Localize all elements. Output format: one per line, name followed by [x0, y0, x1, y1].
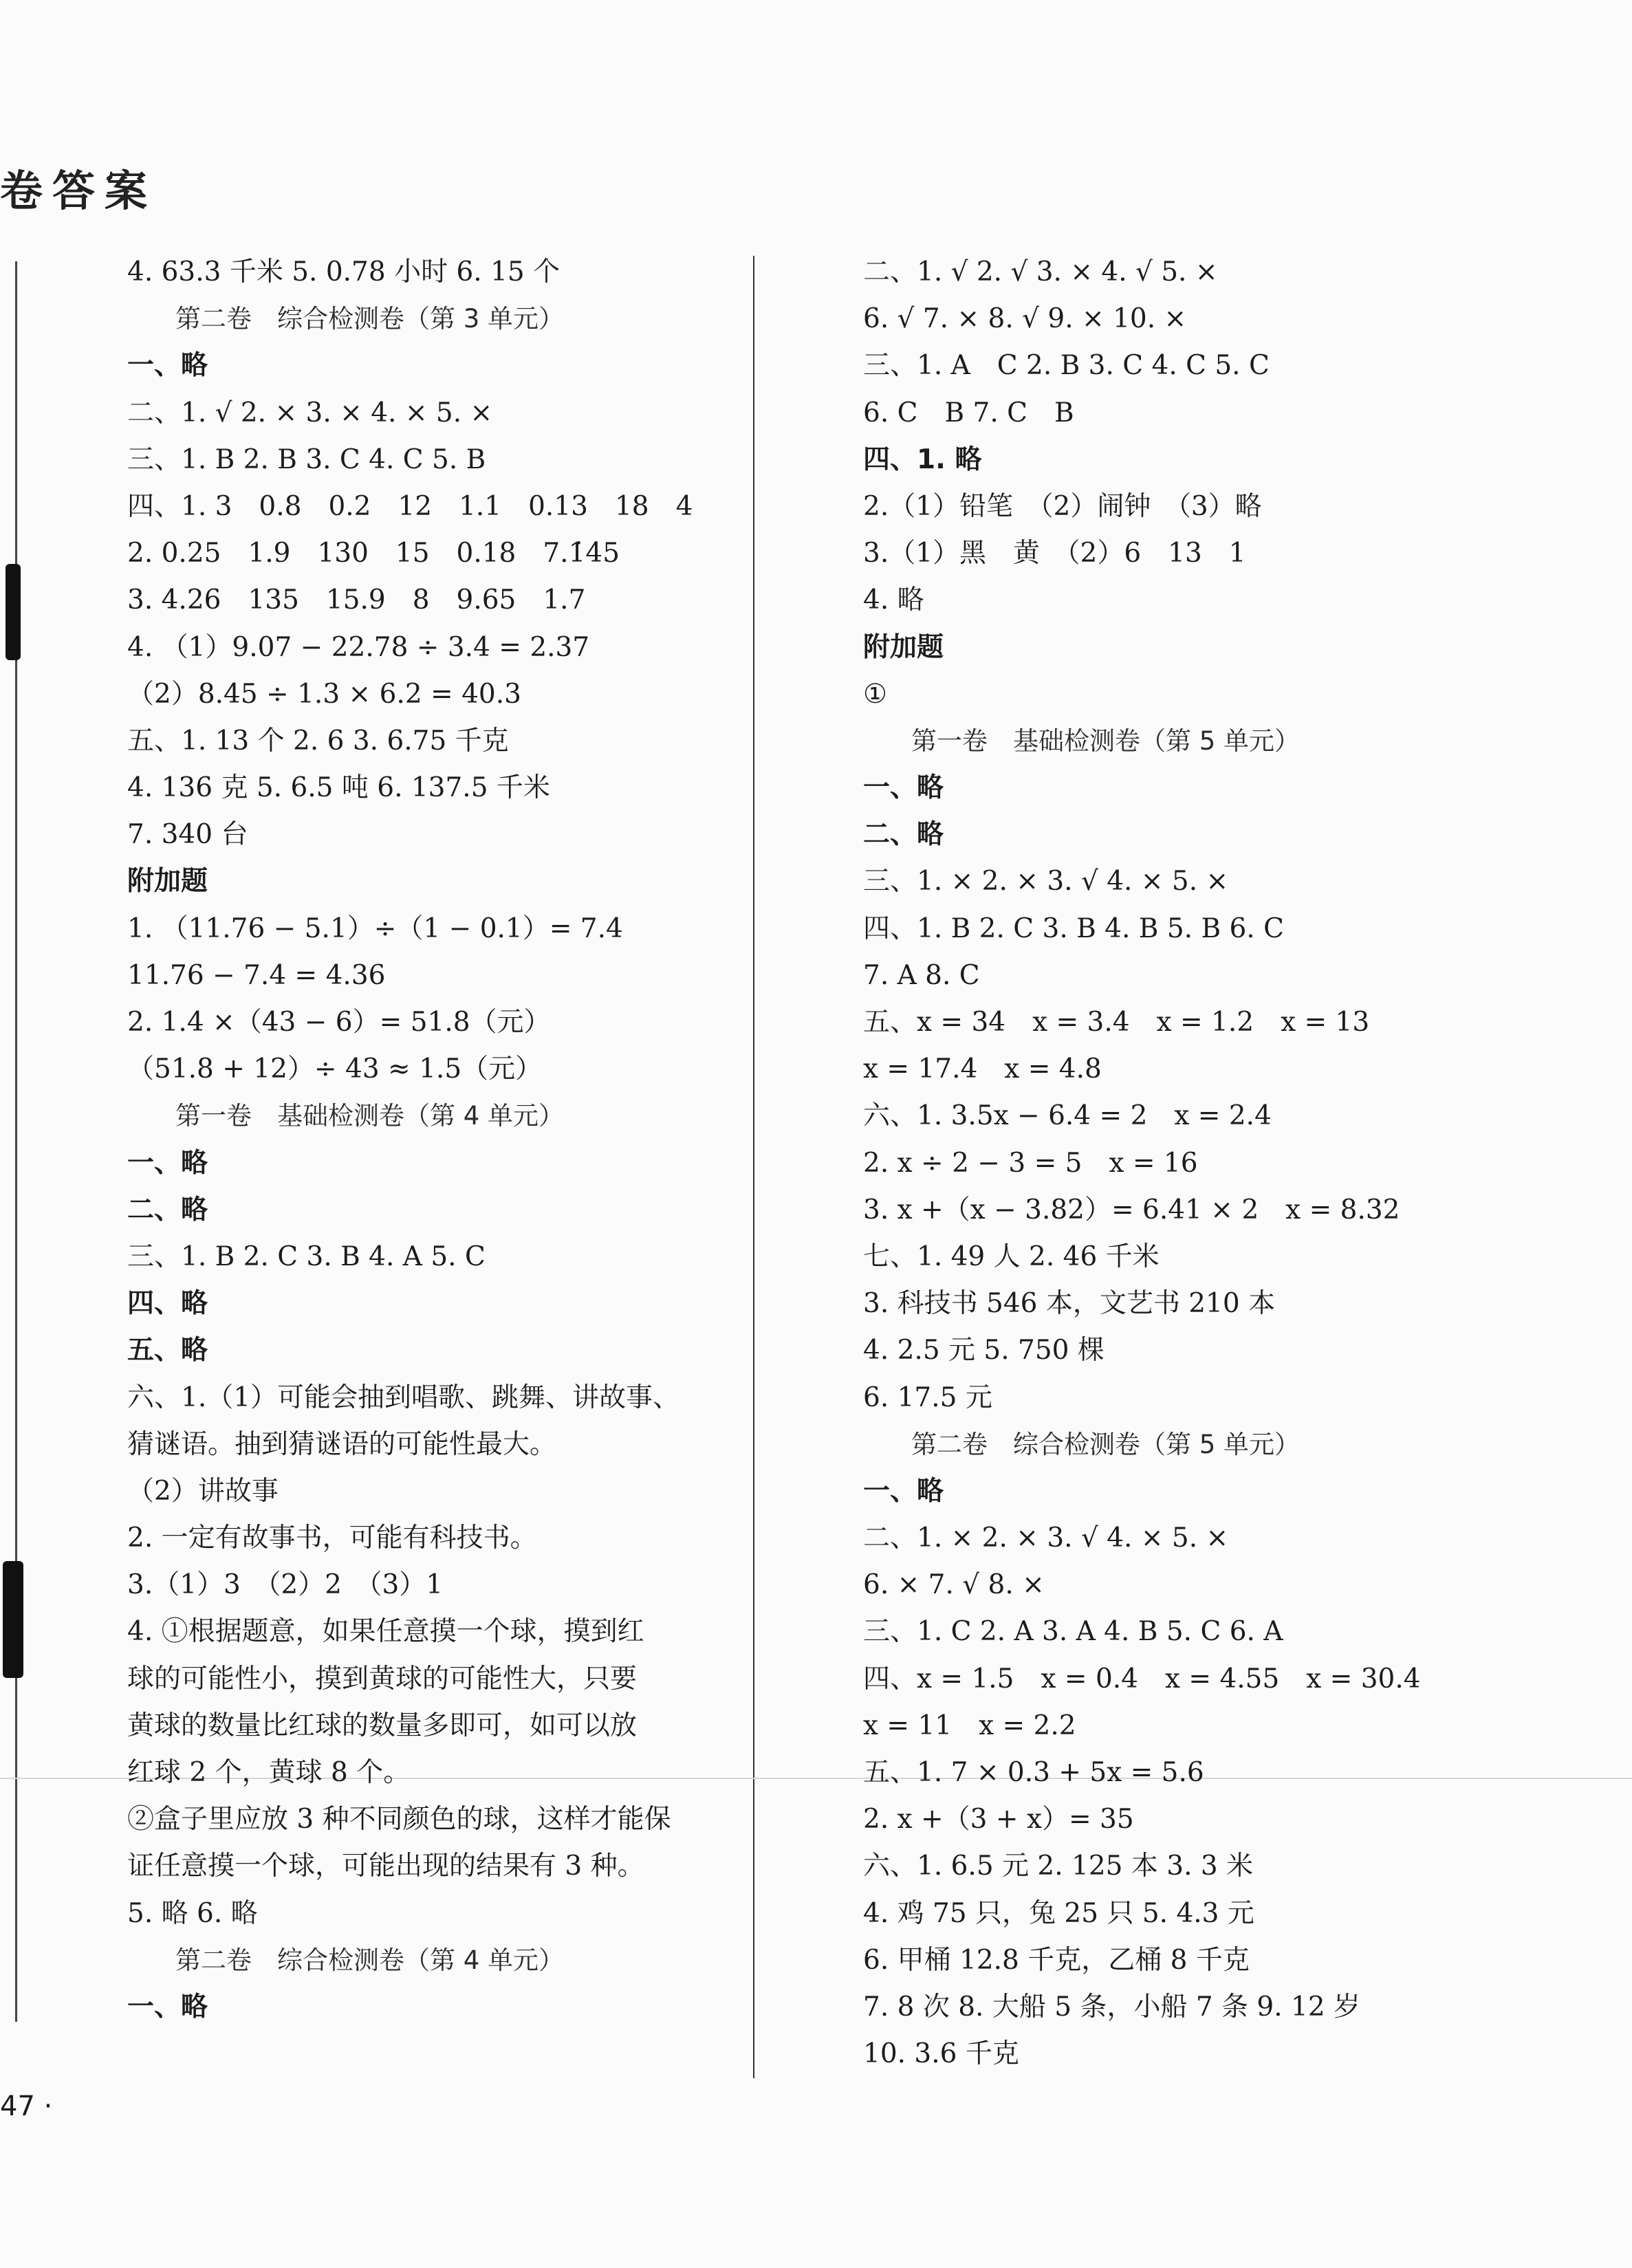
- answer-line: 2. x ÷ 2 − 3 = 5 x = 16: [863, 1147, 1198, 1179]
- answer-line: 7. 8 次 8. 大船 5 条，小船 7 条 9. 12 岁: [863, 1991, 1361, 2022]
- answer-line: 6. 甲桶 12.8 千克，乙桶 8 千克: [863, 1944, 1250, 1976]
- answer-line: 黄球的数量比红球的数量多即可，如可以放: [127, 1710, 638, 1741]
- answer-line: 红球 2 个，黄球 8 个。: [127, 1757, 411, 1788]
- answer-line: 4. 2.5 元 5. 750 棵: [863, 1335, 1105, 1366]
- answer-line: （51.8 + 12）÷ 43 ≈ 1.5（元）: [127, 1054, 543, 1085]
- answer-line: 4. 略: [863, 585, 924, 616]
- answer-line: （2）8.45 ÷ 1.3 × 6.2 = 40.3: [127, 678, 521, 710]
- page-header-title: 卷答案: [0, 166, 157, 216]
- scan-smudge: [3, 1561, 23, 1678]
- answer-line: 3.（1）黑 黄 （2）6 13 1: [863, 538, 1246, 569]
- answer-line: 10. 3.6 千克: [863, 2038, 1019, 2070]
- answer-line: 球的可能性小，摸到黄球的可能性大，只要: [127, 1663, 638, 1694]
- answer-line: x = 17.4 x = 4.8: [863, 1054, 1102, 1085]
- answer-line: 四、略: [127, 1288, 208, 1320]
- answer-line: 6. C B 7. C B: [863, 397, 1074, 428]
- answer-line: 2. 0.25 1.9 130 15 0.18 7.1̇4̇5: [127, 538, 620, 569]
- answer-line: 六、1.（1）可能会抽到唱歌、跳舞、讲故事、: [127, 1382, 680, 1413]
- answer-line: 二、1. × 2. × 3. √ 4. × 5. ×: [863, 1523, 1229, 1554]
- answer-line: 七、1. 49 人 2. 46 千米: [863, 1241, 1160, 1272]
- answer-line: ②盒子里应放 3 种不同颜色的球，这样才能保: [127, 1804, 671, 1835]
- answer-line: 一、略: [863, 772, 944, 804]
- section-heading: 第二卷 综合检测卷（第 4 单元）: [175, 1945, 565, 1975]
- answer-line: 6. √ 7. × 8. √ 9. × 10. ×: [863, 303, 1187, 335]
- answer-line: 一、略: [127, 1991, 208, 2022]
- answer-line: 四、1. 略: [863, 444, 982, 475]
- section-heading: 第二卷 综合检测卷（第 5 单元）: [911, 1429, 1301, 1459]
- answer-line: 3. 4.26 135 15.9 8 9.65 1.7: [127, 585, 586, 616]
- answer-line: 2.（1）铅笔 （2）闹钟 （3）略: [863, 490, 1262, 522]
- answer-line: 4. （1）9.07 − 22.78 ÷ 3.4 = 2.37: [127, 631, 590, 663]
- answer-line: 六、1. 3.5x − 6.4 = 2 x = 2.4: [863, 1100, 1272, 1132]
- answer-line: 3. 科技书 546 本，文艺书 210 本: [863, 1288, 1276, 1320]
- answer-line: 6. 17.5 元: [863, 1382, 992, 1413]
- answer-line: 五、x = 34 x = 3.4 x = 1.2 x = 13: [863, 1007, 1370, 1038]
- answer-line: 二、略: [127, 1194, 208, 1225]
- answer-line: 一、略: [127, 1147, 208, 1179]
- answer-line: 5. 略 6. 略: [127, 1897, 258, 1929]
- right-answer-column: [863, 249, 1482, 2078]
- answer-line: 附加题: [127, 866, 208, 897]
- answer-line: 六、1. 6.5 元 2. 125 本 3. 3 米: [863, 1851, 1254, 1882]
- column-divider: [753, 256, 754, 2078]
- section-heading: 第一卷 基础检测卷（第 5 单元）: [911, 726, 1301, 756]
- left-answer-column: [127, 249, 732, 2031]
- answer-line: 五、略: [127, 1335, 208, 1366]
- answer-line: 11.76 − 7.4 = 4.36: [127, 959, 386, 991]
- answer-line: 4. 鸡 75 只，兔 25 只 5. 4.3 元: [863, 1897, 1254, 1929]
- answer-line: 猜谜语。抽到猜谜语的可能性最大。: [127, 1428, 557, 1460]
- answer-line: 附加题: [863, 631, 944, 663]
- answer-line: 三、1. B 2. B 3. C 4. C 5. B: [127, 444, 486, 475]
- answer-line: 四、1. B 2. C 3. B 4. B 5. B 6. C: [863, 913, 1284, 944]
- answer-line: 四、x = 1.5 x = 0.4 x = 4.55 x = 30.4: [863, 1663, 1421, 1694]
- answer-line: 一、略: [127, 350, 208, 382]
- answer-line: 一、略: [863, 1475, 944, 1507]
- answer-line: ①: [863, 678, 887, 710]
- answer-line: 4. ①根据题意，如果任意摸一个球，摸到红: [127, 1616, 644, 1648]
- answer-line: 4. 136 克 5. 6.5 吨 6. 137.5 千米: [127, 772, 550, 804]
- answer-line: （2）讲故事: [127, 1475, 279, 1507]
- answer-line: 三、1. B 2. C 3. B 4. A 5. C: [127, 1241, 486, 1272]
- answer-line: 三、1. A C 2. B 3. C 4. C 5. C: [863, 350, 1270, 382]
- answer-line: 3.（1）3 （2）2 （3）1: [127, 1569, 444, 1601]
- answer-line: 证任意摸一个球，可能出现的结果有 3 种。: [127, 1851, 644, 1882]
- answer-line: 五、1. 13 个 2. 6 3. 6.75 千克: [127, 725, 509, 756]
- answer-line: 四、1. 3 0.8 0.2 12 1.1 0.13 18 4: [127, 490, 693, 522]
- answer-line: 4. 63.3 千米 5. 0.78 小时 6. 15 个: [127, 257, 561, 287]
- answer-line: 7. A 8. C: [863, 959, 980, 991]
- answer-line: x = 11 x = 2.2: [863, 1710, 1076, 1741]
- section-heading: 第一卷 基础检测卷（第 4 单元）: [175, 1101, 565, 1131]
- answer-line: 7. 340 台: [127, 819, 248, 851]
- answer-line: 二、略: [863, 819, 944, 851]
- binding-rule: [15, 261, 17, 2022]
- answer-line: 五、1. 7 × 0.3 + 5x = 5.6: [863, 1757, 1204, 1788]
- answer-line: 二、1. √ 2. × 3. × 4. × 5. ×: [127, 397, 493, 428]
- answer-line: 2. 1.4 ×（43 − 6）= 51.8（元）: [127, 1007, 551, 1038]
- answer-line: 2. 一定有故事书，可能有科技书。: [127, 1523, 537, 1554]
- answer-line: 三、1. × 2. × 3. √ 4. × 5. ×: [863, 866, 1229, 897]
- scan-smudge: [6, 564, 21, 660]
- answer-line: 6. × 7. √ 8. ×: [863, 1569, 1045, 1601]
- answer-line: 1. （11.76 − 5.1）÷（1 − 0.1）= 7.4: [127, 913, 623, 944]
- section-heading: 第二卷 综合检测卷（第 3 单元）: [175, 304, 565, 334]
- page-number: 47 ·: [0, 2091, 53, 2122]
- answer-line: 3. x +（x − 3.82）= 6.41 × 2 x = 8.32: [863, 1194, 1400, 1225]
- answer-line: 三、1. C 2. A 3. A 4. B 5. C 6. A: [863, 1616, 1283, 1648]
- answer-line: 二、1. √ 2. √ 3. × 4. √ 5. ×: [863, 257, 1218, 287]
- answer-line: 2. x +（3 + x）= 35: [863, 1804, 1134, 1835]
